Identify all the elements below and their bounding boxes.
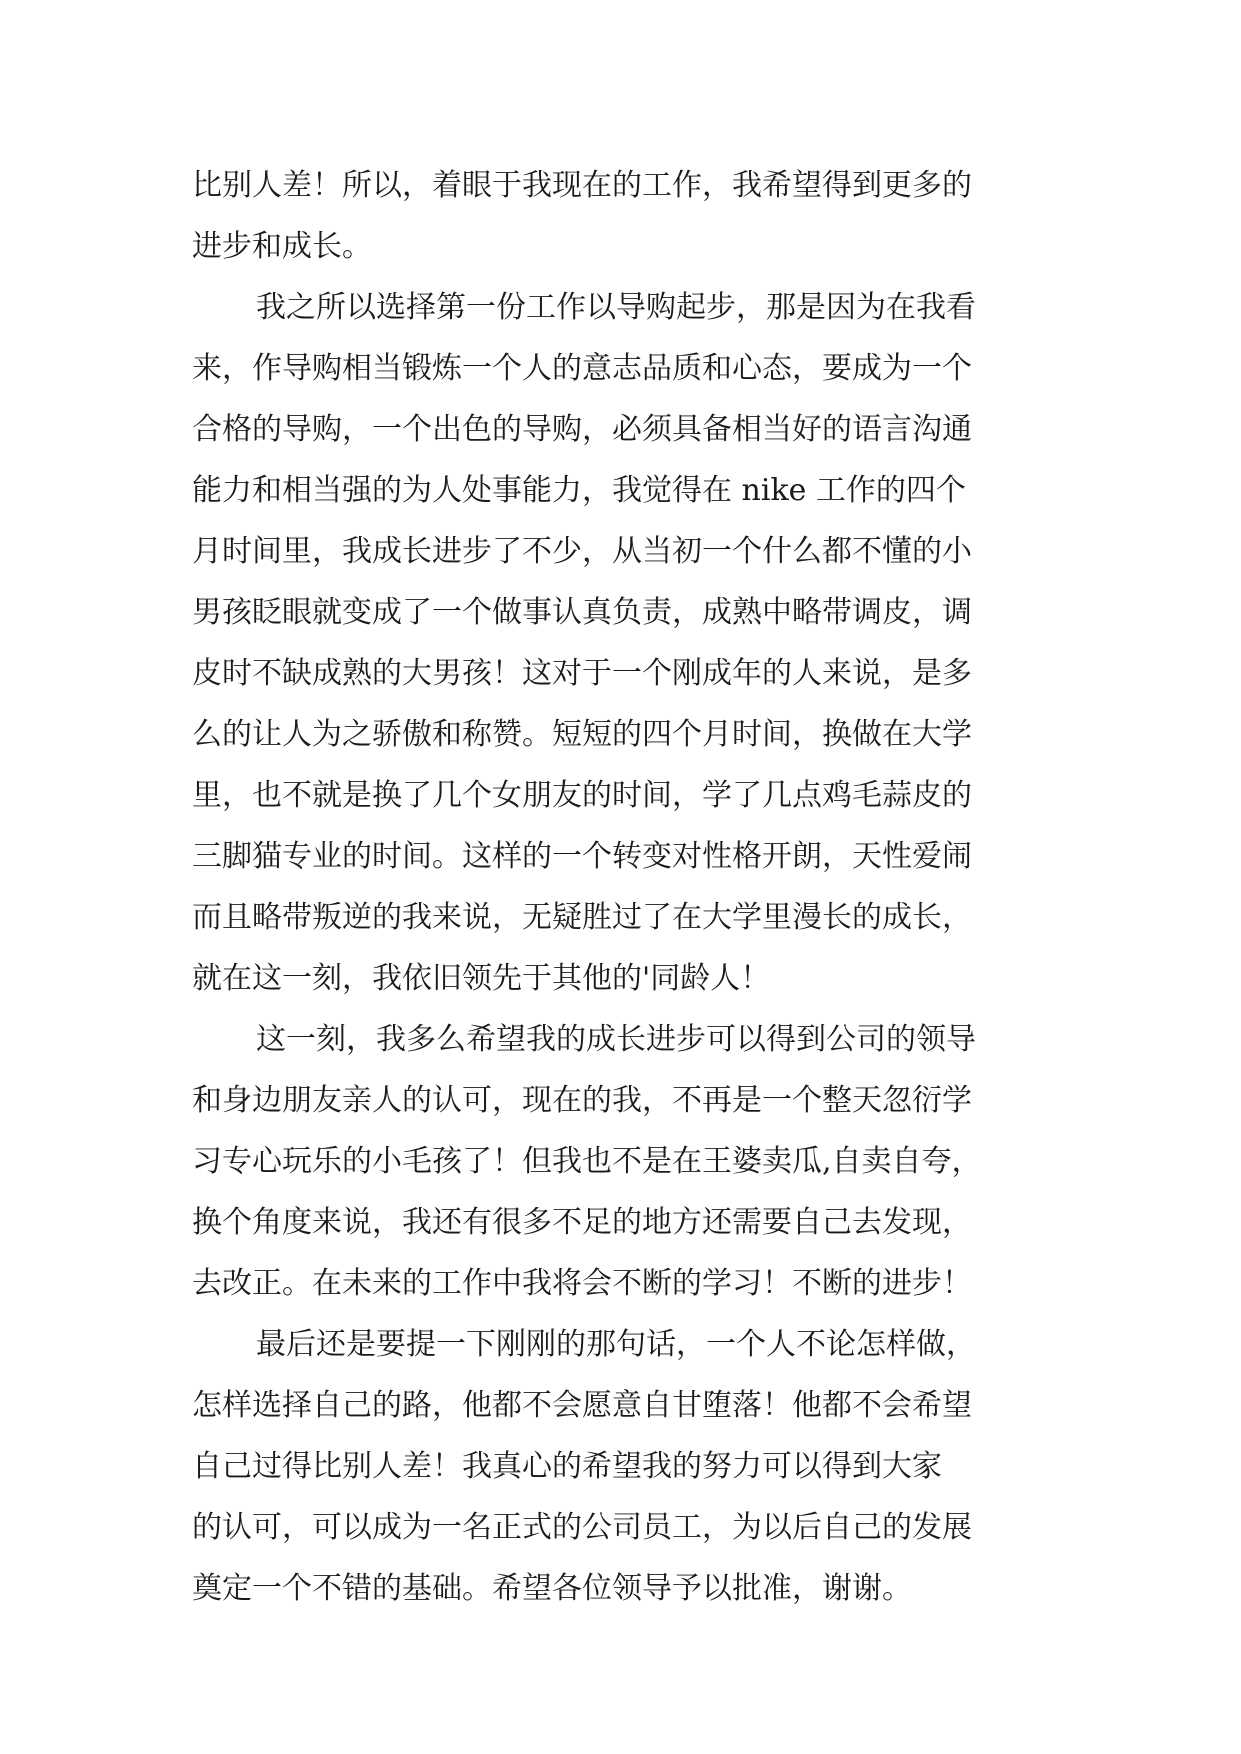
text-line: 比别人差！所以，着眼于我现在的工作，我希望得到更多的 — [192, 168, 972, 203]
paragraph-first-line: 我之所以选择第一份工作以导购起步，那是因为在我看 — [256, 290, 976, 325]
text-line: 而且略带叛逆的我来说，无疑胜过了在大学里漫长的成长， — [192, 900, 972, 935]
text-line: 习专心玩乐的小毛孩了！但我也不是在王婆卖瓜,自卖自夸， — [192, 1144, 982, 1179]
text-line: 去改正。在未来的工作中我将会不断的学习！不断的进步！ — [192, 1266, 972, 1301]
text-line: 里，也不就是换了几个女朋友的时间，学了几点鸡毛蒜皮的 — [192, 778, 972, 813]
text-line: 合格的导购，一个出色的导购，必须具备相当好的语言沟通 — [192, 412, 972, 447]
text-line: 和身边朋友亲人的认可，现在的我，不再是一个整天忽衍学 — [192, 1083, 972, 1118]
paragraph-first-line: 最后还是要提一下刚刚的那句话，一个人不论怎样做， — [256, 1327, 976, 1362]
text-line: 换个角度来说，我还有很多不足的地方还需要自己去发现， — [192, 1205, 972, 1240]
text-line: 自己过得比别人差！我真心的希望我的努力可以得到大家 — [192, 1449, 942, 1484]
paragraph-first-line: 这一刻，我多么希望我的成长进步可以得到公司的领导 — [256, 1022, 976, 1057]
text-line: 奠定一个不错的基础。希望各位领导予以批准，谢谢。 — [192, 1571, 912, 1606]
text-line: 来，作导购相当锻炼一个人的意志品质和心态，要成为一个 — [192, 351, 972, 386]
text-line: 就在这一刻，我依旧领先于其他的'同龄人！ — [192, 961, 771, 996]
text-line: 男孩眨眼就变成了一个做事认真负责，成熟中略带调皮，调 — [192, 595, 972, 630]
text-line: 么的让人为之骄傲和称赞。短短的四个月时间，换做在大学 — [192, 717, 972, 752]
text-line: 的认可，可以成为一名正式的公司员工，为以后自己的发展 — [192, 1510, 972, 1545]
text-line: 皮时不缺成熟的大男孩！这对于一个刚成年的人来说，是多 — [192, 656, 972, 691]
text-line: 能力和相当强的为人处事能力，我觉得在 nike 工作的四个 — [192, 473, 966, 508]
text-line: 月时间里，我成长进步了不少，从当初一个什么都不懂的小 — [192, 534, 972, 569]
document-body — [192, 155, 1054, 1619]
text-line: 怎样选择自己的路，他都不会愿意自甘堕落！他都不会希望 — [192, 1388, 972, 1423]
text-line: 进步和成长。 — [192, 229, 372, 264]
text-line: 三脚猫专业的时间。这样的一个转变对性格开朗，天性爱闹 — [192, 839, 972, 874]
